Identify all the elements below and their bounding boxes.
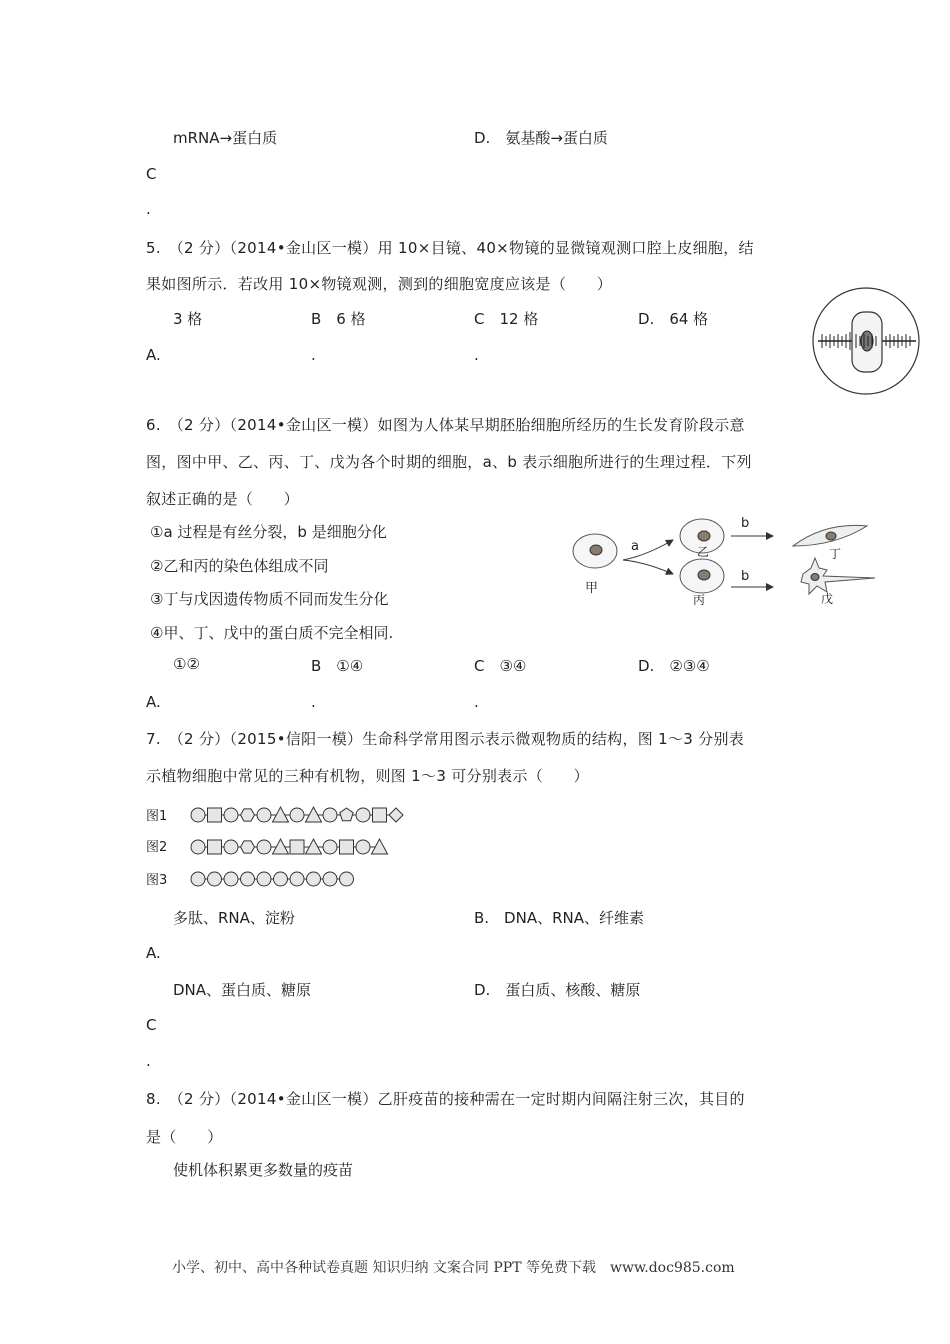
q8-option-a: 使机体积累更多数量的疫苗	[173, 1161, 354, 1179]
chain-unit-circle	[224, 872, 238, 886]
q7-option-a: 多肽、RNA、淀粉	[173, 909, 295, 927]
chain-unit-circle	[340, 872, 354, 886]
chain-unit-circle	[356, 808, 370, 822]
q7-option-c: DNA、蛋白质、糖原	[173, 981, 312, 999]
chain-unit-circle	[323, 840, 337, 854]
q7-stem-line1: 7. （2 分）（2015•信阳一模）生命科学常用图示表示微观物质的结构，图 1～3 分别表	[146, 730, 745, 748]
microscope-field-figure	[810, 290, 925, 395]
chain-unit-square	[340, 840, 354, 854]
q5-stem-line1: 5. （2 分）（2014•金山区一模）用 10×目镜、40×物镜的显微镜观测口腔上皮细胞，结	[146, 239, 754, 257]
q6-option-c: C ③④	[474, 657, 527, 675]
q7-letter-c: C	[146, 1016, 157, 1034]
chain-unit-square	[208, 808, 222, 822]
q5-option-b: B 6 格	[311, 310, 366, 328]
chain-unit-circle	[323, 872, 337, 886]
chain-unit-circle	[257, 840, 271, 854]
q6-dot-c: .	[474, 693, 479, 711]
q6-stem-line3: 叙述正确的是（ ）	[146, 490, 300, 508]
q5-option-c: C 12 格	[474, 310, 539, 328]
q7-fig2-label: 图2	[146, 840, 168, 855]
q5-option-a: 3 格	[173, 310, 203, 328]
q7-stem-line2: 示植物细胞中常见的三种有机物，则图 1～3 可分别表示（ ）	[146, 767, 589, 785]
label-yi: 乙	[697, 545, 710, 559]
q6-statement-2: ②乙和丙的染色体组成不同	[150, 557, 329, 575]
q6-dot-b: .	[311, 693, 316, 711]
q6-letter-a: A.	[146, 693, 161, 711]
label-ding: 丁	[829, 547, 842, 561]
chain-unit-circle	[290, 872, 304, 886]
q7-fig3-label: 图3	[146, 873, 168, 888]
chain-unit-circle	[191, 808, 205, 822]
q6-statement-4: ④甲、丁、戊中的蛋白质不完全相同.	[150, 624, 394, 642]
chain-unit-circle	[257, 808, 271, 822]
chain-unit-diamond	[389, 808, 403, 822]
label-wu: 戊	[821, 592, 834, 606]
q4-dot: .	[146, 200, 151, 218]
chain-figure-3	[190, 869, 400, 889]
q7-dot: .	[146, 1052, 151, 1070]
q4-letter-c: C	[146, 165, 157, 183]
chain-unit-circle	[224, 808, 238, 822]
q6-statement-1: ①a 过程是有丝分裂，b 是细胞分化	[150, 523, 387, 541]
chain-unit-circle	[224, 840, 238, 854]
chain-unit-circle	[191, 840, 205, 854]
q7-letter-a: A.	[146, 944, 161, 962]
q5-dot-c: .	[474, 346, 479, 364]
chain-unit-circle	[191, 872, 205, 886]
label-jia: 甲	[585, 581, 599, 596]
q7-fig1-label: 图1	[146, 809, 168, 824]
chain-unit-circle	[356, 840, 370, 854]
chain-unit-square	[373, 808, 387, 822]
label-b2: b	[741, 569, 750, 584]
chain-unit-pentagon	[340, 808, 353, 821]
q6-stem-line2: 图，图中甲、乙、丙、丁、戊为各个时期的细胞，a、b 表示细胞所进行的生理过程．下列	[146, 453, 752, 471]
q6-stem-line1: 6. （2 分）（2014•金山区一模）如图为人体某早期胚胎细胞所经历的生长发育阶段示意	[146, 416, 745, 434]
q4-option-c: mRNA→蛋白质	[173, 129, 278, 147]
q5-dot-b: .	[311, 346, 316, 364]
chain-unit-square	[208, 840, 222, 854]
label-a: a	[631, 539, 639, 554]
chain-unit-circle	[290, 808, 304, 822]
chain-unit-circle	[274, 872, 288, 886]
label-bing: 丙	[693, 593, 706, 607]
q6-option-b: B ①④	[311, 657, 364, 675]
chain-figure-2	[190, 837, 400, 857]
chain-figure-1	[190, 805, 400, 825]
label-b1: b	[741, 516, 750, 531]
chain-unit-circle	[241, 872, 255, 886]
chain-unit-circle	[257, 872, 271, 886]
chain-unit-circle	[208, 872, 222, 886]
q6-option-a: ①②	[173, 655, 200, 673]
q6-statement-3: ③丁与戊因遗传物质不同而发生分化	[150, 590, 389, 608]
q5-stem-line2: 果如图所示．若改用 10×物镜观测，测到的细胞宽度应该是（ ）	[146, 275, 613, 293]
q7-option-d: D. 蛋白质、核酸、糖原	[474, 981, 641, 999]
q7-option-b: B. DNA、RNA、纤维素	[474, 909, 644, 927]
q4-option-d: D. 氨基酸→蛋白质	[474, 129, 608, 147]
page-footer: 小学、初中、高中各种试卷真题 知识归纳 文案合同 PPT 等免费下载 www.doc985.com	[172, 1260, 735, 1276]
q6-option-d: D. ②③④	[638, 657, 710, 675]
q5-option-d: D. 64 格	[638, 310, 709, 328]
chain-unit-square	[290, 840, 304, 854]
q8-stem-line1: 8. （2 分）（2014•金山区一模）乙肝疫苗的接种需在一定时期内间隔注射三次，其目的	[146, 1090, 745, 1108]
cell-development-figure	[565, 512, 877, 608]
chain-unit-circle	[323, 808, 337, 822]
chain-unit-circle	[307, 872, 321, 886]
q8-stem-line2: 是（ ）	[146, 1128, 223, 1146]
q5-letter-a: A.	[146, 346, 161, 364]
chain-unit-hexagon	[241, 809, 255, 821]
chain-unit-hexagon	[241, 841, 255, 853]
